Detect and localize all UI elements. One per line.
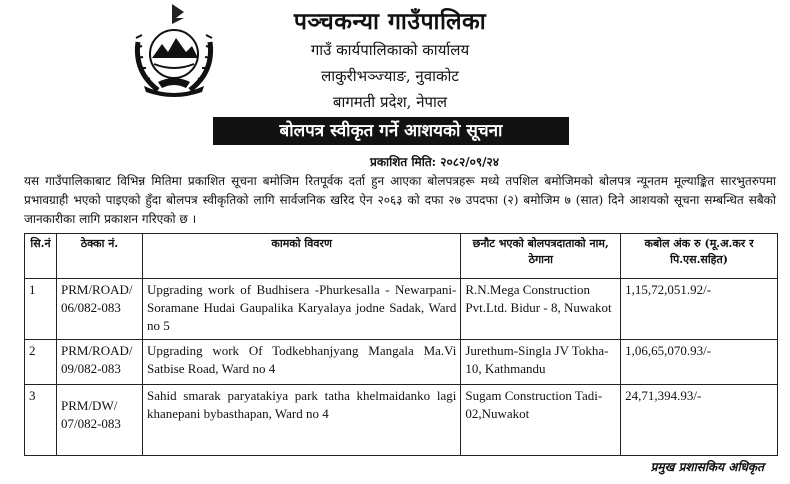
office-location: लाकुरीभञ्ज्याङ, नुवाकोट [321,67,459,85]
row-description: Sahid smarak paryatakiya park tatha khelmaidanko lagi khanepani bybasthapan, Ward no 4 [142,385,460,456]
row-description: Upgrading work of Budhisera -Phurkesalla - Newarpani-Soramane Hudai Gaupalika Karyalaya jodne Sadak, Ward no 5 [142,279,460,340]
row-contract-no: PRM/ROAD/ 09/082-083 [56,340,142,385]
row-contract-no: PRM/ROAD/ 06/082-083 [56,279,142,340]
row-sn: 3 [25,385,57,456]
row-bidder: R.N.Mega Construction Pvt.Ltd. Bidur - 8, Nuwakot [461,279,621,340]
row-bidder: Sugam Construction Tadi-02,Nuwakot [461,385,621,456]
row-amount: 1,15,72,051.92/- [621,279,778,340]
row-sn: 1 [25,279,57,340]
notice-banner: बोलपत्र स्वीकृत गर्ने आशयको सूचना [213,117,569,145]
tender-table [24,233,778,456]
table-row [25,279,778,340]
header-description: कामको विवरण [142,234,460,279]
signatory-title: प्रमुख प्रशासकिय अधिकृत [650,460,764,474]
table-row [25,340,778,385]
row-amount: 24,71,394.93/- [621,385,778,456]
table-row [25,385,778,456]
row-contract-no: PRM/DW/ 07/082-083 [56,385,142,456]
row-amount: 1,06,65,070.93/- [621,340,778,385]
row-bidder: Jurethum-Singla JV Tokha-10, Kathmandu [461,340,621,385]
intro-paragraph [24,172,776,229]
header-amount: कबोल अंक रु (मू.अ.कर र पि.एस.सहित) [621,234,778,279]
header-sn: सि.नं [25,234,57,279]
office-name: गाउँ कार्यपालिकाको कार्यालय [310,41,470,59]
intro-text: यस गाउँपालिकाबाट विभिन्न मितिमा प्रकाशित सूचना बमोजिम रितपूर्वक दर्ता हुन आएका बोलपत्रहरू मध्ये तपशिल बमोजिमको बोलपत्र न्यूनतम मूल्याङ्कित सारभुतरुपमा प्रभावग्राही भएको पाइएको हुँदा बोलपत्र स्वीकृतिको लागि सार्वजनिक खरिद ऐन २०६३ को दफा २७ उपदफा (२) बमोजिम ७ (सात) दिने आशयको सूचना सम्बन्धित सबैको जानकारीका लागि प्रकाशन गरिएको छ । [24,174,776,226]
table-header-row [25,234,778,279]
row-description: Upgrading work Of Todkebhanjyang Mangala Ma.Vi Satbise Road, Ward no 4 [142,340,460,385]
header-contract-no: ठेक्का नं. [56,234,142,279]
row-sn: 2 [25,340,57,385]
header-bidder: छनौट भएको बोलपत्रदाताको नाम, ठेगाना [461,234,621,279]
nepal-government-emblem-icon [128,2,220,98]
published-date: प्रकाशित मिति: २०८२/०९/२४ [370,155,499,169]
municipality-title: पञ्चकन्या गाउँपालिका [293,8,487,35]
province-country: बागमती प्रदेश, नेपाल [332,93,448,111]
